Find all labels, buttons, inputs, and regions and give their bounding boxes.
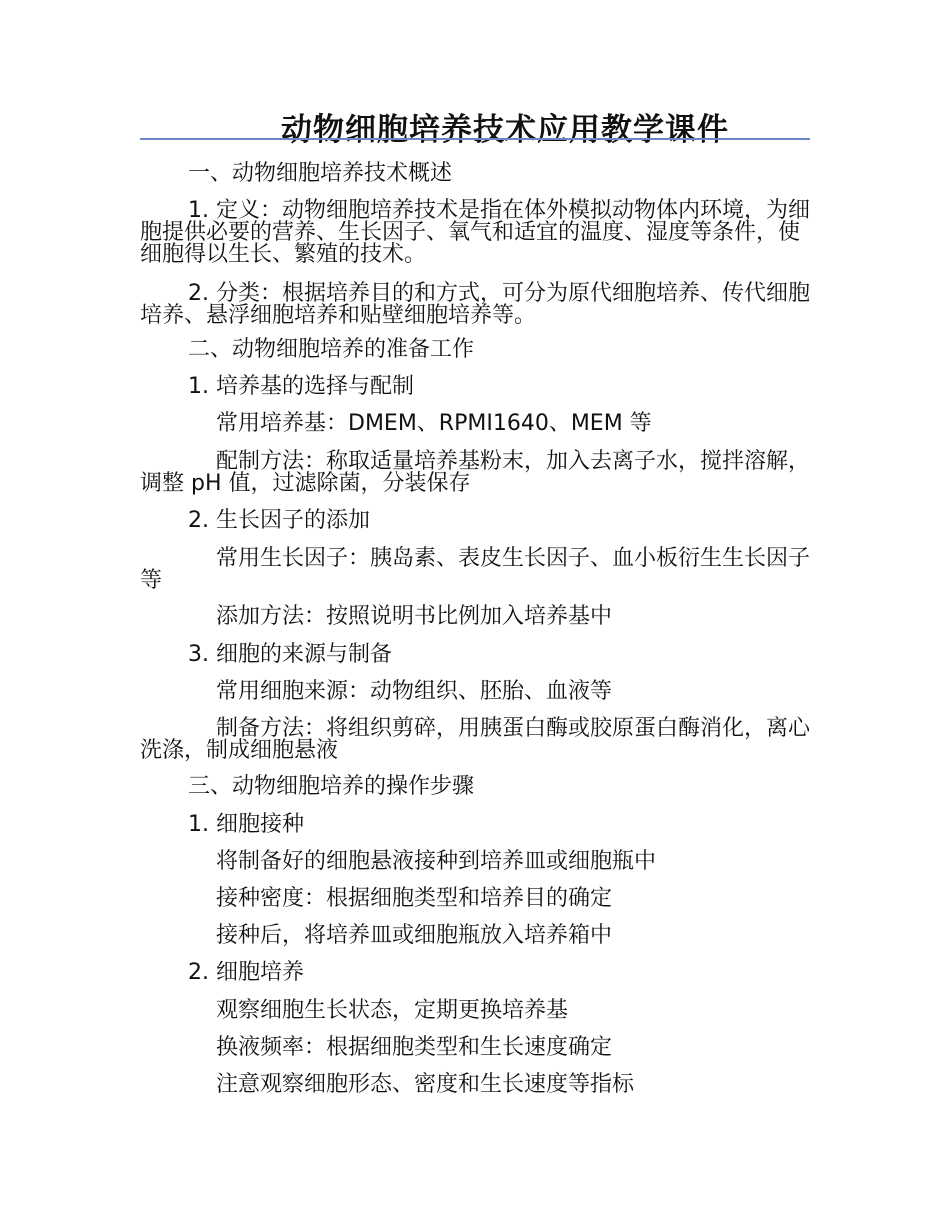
definition-text: 1. 定义：动物细胞培养技术是指在体外模拟动物体内环境，为细胞提供必要的营养、生长因子、氧气和适宜的温度、湿度等条件，使细胞得以生长、繁殖的技术。 <box>140 198 810 267</box>
classification-paragraph <box>140 283 810 327</box>
preparation-paragraph <box>140 451 810 495</box>
title-underline <box>140 138 810 140</box>
subheading-medium: 1. 培养基的选择与配制 <box>188 374 414 399</box>
subheading-cell-source: 3. 细胞的来源与制备 <box>188 642 392 667</box>
definition-paragraph <box>140 200 810 266</box>
list-item: 常用培养基：DMEM、RPMI1640、MEM 等 <box>216 411 652 436</box>
list-item: 将制备好的细胞悬液接种到培养皿或细胞瓶中 <box>216 849 657 874</box>
document-title: 动物细胞培养技术应用教学课件 <box>281 112 729 148</box>
subheading-growth-factor: 2. 生长因子的添加 <box>188 508 370 533</box>
list-item: 常用细胞来源：动物组织、胚胎、血液等 <box>216 679 613 704</box>
cell-prep-text: 制备方法：将组织剪碎，用胰蛋白酶或胶原蛋白酶消化，离心洗涤，制成细胞悬液 <box>140 716 811 763</box>
list-item: 注意观察细胞形态、密度和生长速度等指标 <box>216 1072 635 1097</box>
classification-text: 2. 分类：根据培养目的和方式，可分为原代细胞培养、传代细胞培养、悬浮细胞培养和贴壁细胞培养等。 <box>140 281 810 328</box>
list-item: 接种后，将培养皿或细胞瓶放入培养箱中 <box>216 923 613 948</box>
section-heading-2: 二、动物细胞培养的准备工作 <box>188 337 475 362</box>
section-heading-1: 一、动物细胞培养技术概述 <box>188 161 453 186</box>
growth-factor-text: 常用生长因子：胰岛素、表皮生长因子、血小板衍生生长因子等 <box>140 546 811 593</box>
list-item: 观察细胞生长状态，定期更换培养基 <box>216 998 569 1023</box>
list-item: 添加方法：按照说明书比例加入培养基中 <box>216 604 613 629</box>
list-item: 接种密度：根据细胞类型和培养目的确定 <box>216 886 613 911</box>
cell-prep-paragraph <box>140 718 810 762</box>
subheading-seeding: 1. 细胞接种 <box>188 812 304 837</box>
growth-factor-paragraph <box>140 548 810 592</box>
preparation-text: 配制方法：称取适量培养基粉末，加入去离子水，搅拌溶解，调整 pH 值，过滤除菌，分装保存 <box>140 449 811 496</box>
section-heading-3: 三、动物细胞培养的操作步骤 <box>188 774 475 799</box>
list-item: 换液频率：根据细胞类型和生长速度确定 <box>216 1035 613 1060</box>
subheading-culture: 2. 细胞培养 <box>188 960 304 985</box>
